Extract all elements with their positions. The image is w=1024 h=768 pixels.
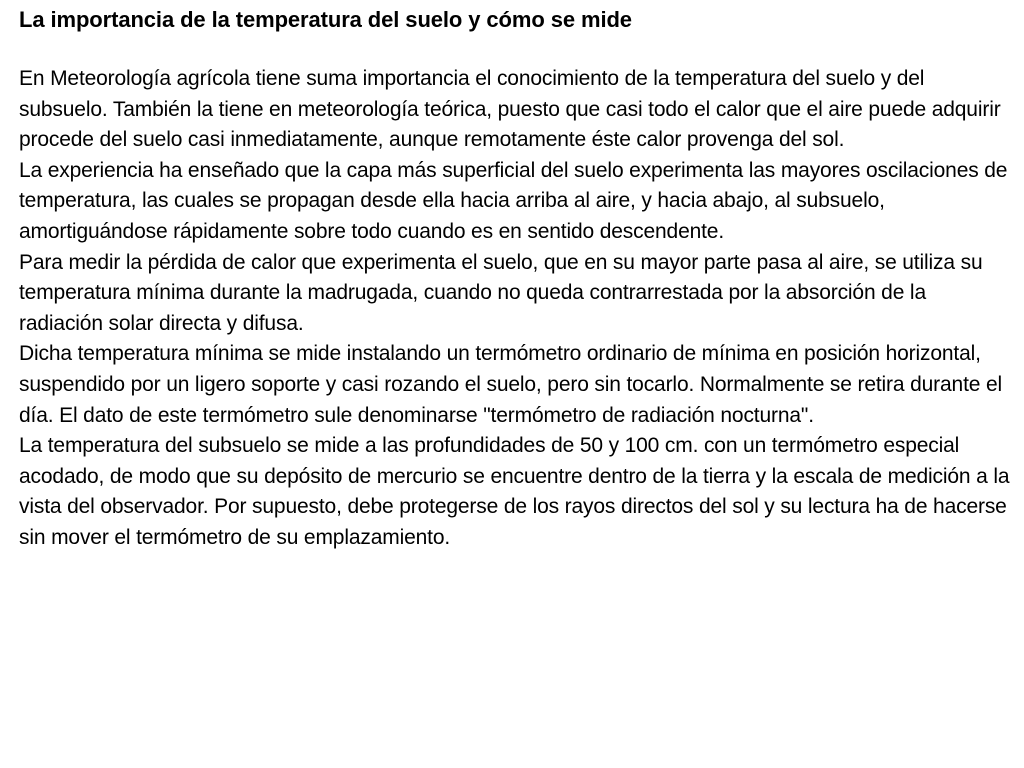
paragraph-surface-oscillations: La experiencia ha enseñado que la capa más superficial del suelo experimenta las mayores oscilaciones de temperatura, las cuales se propagan desde ella hacia arriba al aire, y hacia abajo, al subsuelo, amortiguándose rápidamente sobre todo cuando es en sentido descendente. <box>19 158 1008 243</box>
paragraph-heat-loss: Para medir la pérdida de calor que experimenta el suelo, que en su mayor parte pasa al aire, se utiliza su temperatura mínima durante la madrugada, cuando no queda contrarrestada por la absorción de la radiación solar directa y difusa. <box>19 250 983 335</box>
paragraph-minimum-thermometer: Dicha temperatura mínima se mide instalando un termómetro ordinario de mínima en posición horizontal, suspendido por un ligero soporte y casi rozando el suelo, pero sin tocarlo. Normalmente se retira durante el día. El dato de este termómetro sule denominarse "termómetro de radiación nocturna". <box>19 342 1003 427</box>
document-body <box>19 64 1010 554</box>
paragraph-subsoil-measurement: La temperatura del subsuelo se mide a las profundidades de 50 y 100 cm. con un termómetro especial acodado, de modo que su depósito de mercurio se encuentre dentro de la tierra y la escala de medición a la vista del observador. Por supuesto, debe protegerse de los rayos directos del sol y su lectura ha de hacerse sin mover el termómetro de su emplazamiento. <box>19 434 1010 549</box>
paragraph-intro: En Meteorología agrícola tiene suma importancia el conocimiento de la temperatura del suelo y del subsuelo. También la tiene en meteorología teórica, puesto que casi todo el calor que el aire puede adquirir procede del suelo casi inmediatamente, aunque remotamente éste calor provenga del sol. <box>19 67 1001 152</box>
page-title: La importancia de la temperatura del suelo y cómo se mide <box>19 7 632 32</box>
